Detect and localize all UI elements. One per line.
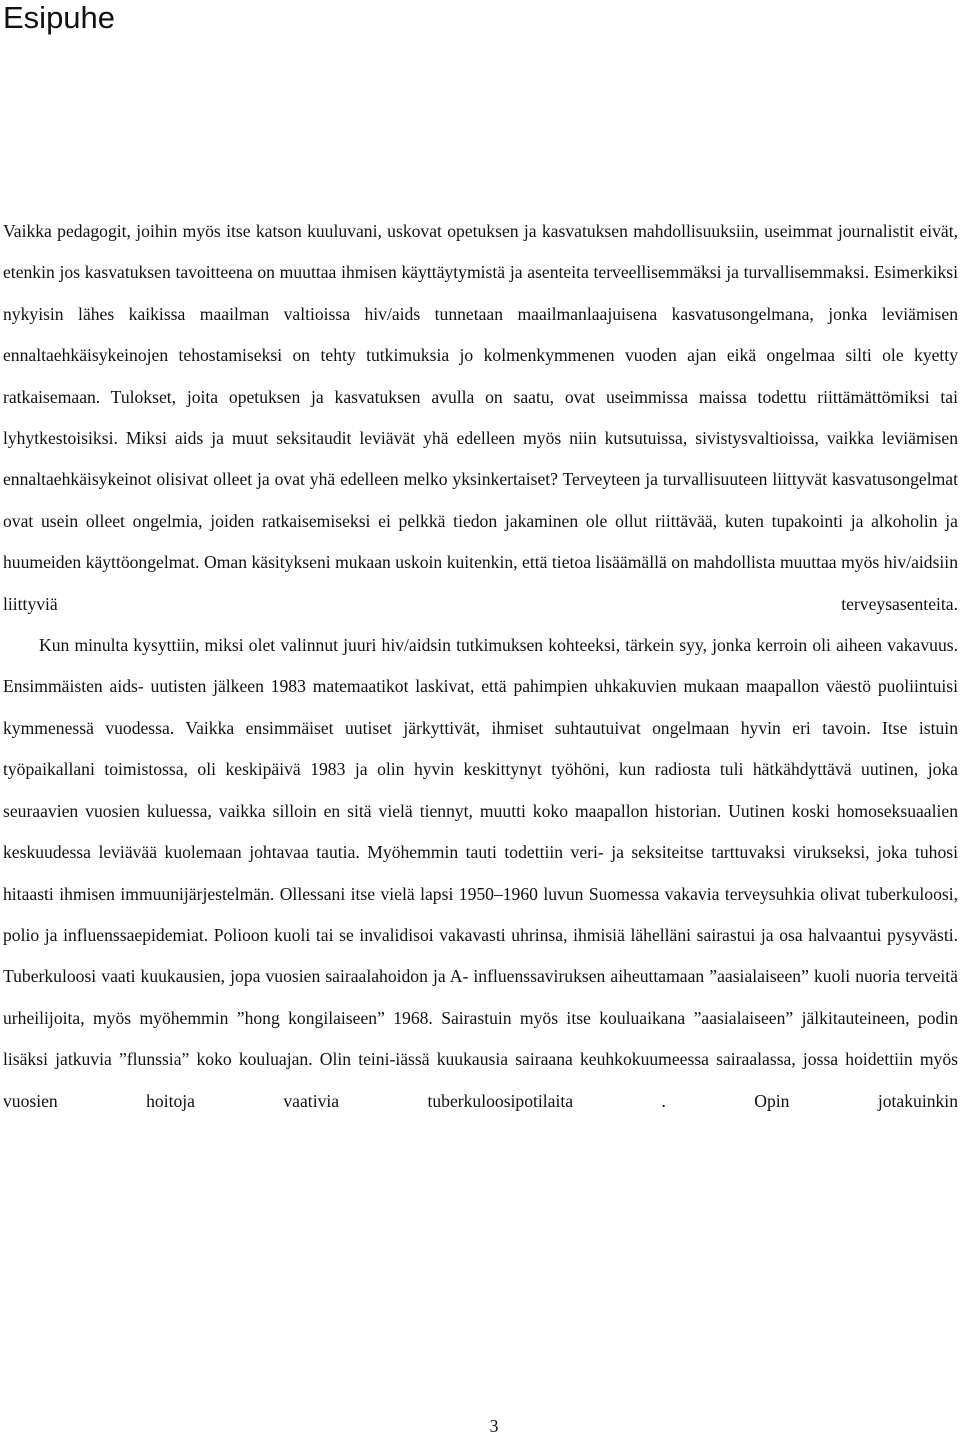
page-number: 3 bbox=[489, 1416, 499, 1436]
paragraph-preface-intro: Vaikka pedagogit, joihin myös itse katson kuuluvani, uskovat opetuksen ja kasvatuksen mahdollisuuksiin, useimmat journalistit eivät, etenkin jos kasvatuksen tavoitteena on muuttaa ihmisen käyttäytymistä ja asenteita terveellisemmäksi ja turvallisemmaksi. Esimerkiksi nykyisin lähes kaikissa maailman valtioissa hiv/aids tunnetaan maailmanlaajuisena kasvatusongelmana, jonka leviämisen ennaltaehkäisykeinojen tehostamiseksi on tehty tutkimuksia jo kolmenkymmenen vuoden ajan eikä ongelmaa silti ole kyetty ratkaisemaan. Tulokset, joita opetuksen ja kasvatuksen avulla on saatu, ovat useimmissa maissa todettu riittämättömiksi tai lyhytkestoisiksi. Miksi aids ja muut seksitaudit leviävät yhä edelleen myös niin kutsutuissa, sivistysvaltioissa, vaikka leviämisen ennaltaehkäisykeinot olisivat olleet ja ovat yhä edelleen melko yksinkertaiset? Terveyteen ja turvallisuuteen liittyvät kasvatusongelmat ovat usein olleet ongelmia, joiden ratkaisemiseksi ei pelkkä tiedon jakaminen ole ollut riittävää, kuten tupakointi ja alkoholin ja huumeiden käyttöongelmat. Oman käsitykseni mukaan uskoin kuitenkin, että tietoa lisäämällä on mahdollista muuttaa myös hiv/aidsiin liittyviä terveysasenteita. bbox=[3, 221, 958, 614]
paragraph-preface-personal: Kun minulta kysyttiin, miksi olet valinnut juuri hiv/aidsin tutkimuksen kohteeksi, tärkein syy, jonka kerroin oli aiheen vakavuus. Ensimmäisten aids- uutisten jälkeen 1983 matemaatikot laskivat, että pahimpien uhkakuvien mukaan maapallon väestö puoliintuisi kymmenessä vuodessa. Vaikka ensimmäiset uutiset järkyttivät, ihmiset suhtautuivat ongelmaan hyvin eri tavoin. Itse istuin työpaikallani toimistossa, oli keskipäivä 1983 ja olin hyvin keskittynyt työhöni, kun radiosta tuli hätkähdyttävä uutinen, joka seuraavien vuosien kuluessa, vaikka silloin en sitä vielä tiennyt, muutti koko maapallon historian. Uutinen koski homoseksuaalien keskuudessa leviävää kuolemaan johtavaa tautia. Myöhemmin tauti todettiin veri- ja seksiteitse tarttuvaksi virukseksi, joka tuhosi hitaasti ihmisen immuunijärjestelmän. Ollessani itse vielä lapsi 1950–1960 luvun Suomessa vakavia terveysuhkia olivat tuberkuloosi, polio ja influenssaepidemiat. Polioon kuoli tai se invalidisoi vakavasti uhrinsa, ihmisiä lähelläni sairastui ja osa halvaantui pysyvästi. Tuberkuloosi vaati kuukausien, jopa vuosien sairaalahoidon ja A- influenssaviruksen aiheuttamaan ”aasialaiseen” kuoli nuoria terveitä urheilijoita, myös myöhemmin ”hong kongilaiseen” 1968. Sairastuin myös itse kouluaikana ”aasialaiseen” jälkitauteineen, podin lisäksi jatkuvia ”flunssia” koko kouluajan. Olin teini-iässä kuukausia sairaana keuhkokuumeessa sairaalassa, jossa hoidettiin myös vuosien hoitoja vaativia tuberkuloosipotilaita . Opin jotakuinkin bbox=[3, 635, 958, 1111]
body-text bbox=[3, 211, 958, 1122]
page-heading: Esipuhe bbox=[3, 0, 116, 35]
